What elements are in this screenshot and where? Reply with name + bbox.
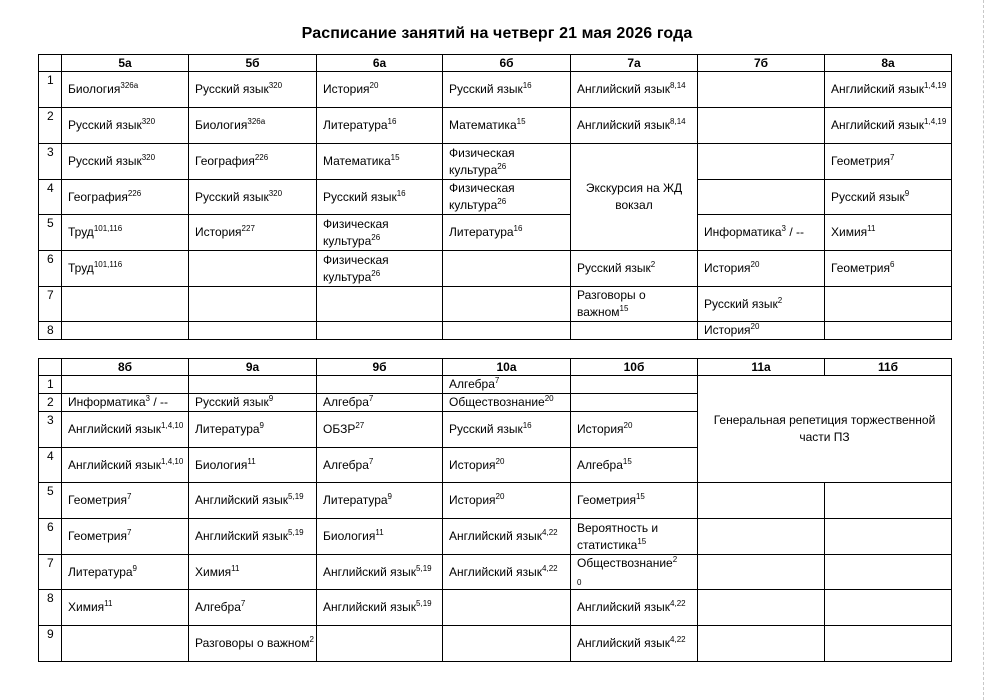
lesson-cell	[62, 322, 189, 340]
lesson-number: 8	[39, 590, 62, 626]
lesson-cell: Физическая культура$^{26}$	[443, 144, 571, 180]
table-row	[39, 180, 952, 215]
lesson-cell: Алгебра$^{15}$	[571, 448, 698, 483]
lesson-cell: Английский язык$^{1,4,19}$	[825, 108, 952, 144]
lesson-cell: История$^{20}$	[698, 251, 825, 287]
lesson-cell	[825, 322, 952, 340]
lesson-number: 3	[39, 412, 62, 448]
table-row	[39, 251, 952, 287]
lesson-number: 4	[39, 180, 62, 215]
lesson-cell: Русский язык$^{320}$	[189, 72, 317, 108]
header-cell: 7а	[571, 55, 698, 72]
lesson-number: 6	[39, 251, 62, 287]
lesson-cell	[62, 376, 189, 394]
lesson-cell: Английский язык$^{4,22}$	[443, 555, 571, 590]
lesson-number: 8	[39, 322, 62, 340]
lesson-cell: Русский язык$^{320}$	[189, 180, 317, 215]
excursion-cell: Экскурсия на ЖД вокзал	[571, 144, 698, 251]
lesson-number: 1	[39, 376, 62, 394]
lesson-cell: Русский язык$^9$	[189, 394, 317, 412]
lesson-cell	[698, 590, 825, 626]
lesson-cell	[825, 287, 952, 322]
lesson-cell: Английский язык$^{4,22}$	[571, 590, 698, 626]
page-title: Расписание занятий на четверг 21 мая 2026 года	[301, 25, 693, 42]
lesson-cell	[443, 626, 571, 662]
lesson-cell: Русский язык$^2$	[571, 251, 698, 287]
table-row	[39, 322, 952, 340]
lesson-cell	[189, 376, 317, 394]
lesson-number: 3	[39, 144, 62, 180]
lesson-cell: Русский язык$^{16}$	[443, 72, 571, 108]
lesson-cell: История$^{227}$	[189, 215, 317, 251]
lesson-cell	[825, 626, 952, 662]
lesson-cell	[571, 322, 698, 340]
lesson-cell	[698, 519, 825, 555]
lesson-cell	[825, 590, 952, 626]
lesson-cell: Труд$^{101,116}$	[62, 251, 189, 287]
lesson-cell: Вероятность и статистика$^{15}$	[571, 519, 698, 555]
header-cell: 6а	[317, 55, 443, 72]
header-cell: 8а	[825, 55, 952, 72]
lesson-cell	[62, 626, 189, 662]
lesson-cell: Труд$^{101,116}$	[62, 215, 189, 251]
header-cell: 6б	[443, 55, 571, 72]
table-row	[39, 215, 952, 251]
header-cell: 11б	[825, 359, 952, 376]
table-row	[39, 108, 952, 144]
lesson-cell	[189, 287, 317, 322]
lesson-cell	[443, 251, 571, 287]
lesson-cell	[189, 322, 317, 340]
lesson-cell: Русский язык$^{16}$	[443, 412, 571, 448]
lesson-cell	[698, 108, 825, 144]
schedule-table-1	[38, 54, 952, 340]
lesson-cell: Английский язык$^{1,4,10}$	[62, 448, 189, 483]
lesson-cell	[571, 394, 698, 412]
header-cell: 11а	[698, 359, 825, 376]
lesson-cell: Геометрия$^7$	[62, 519, 189, 555]
lesson-cell	[698, 180, 825, 215]
header-cell: 10а	[443, 359, 571, 376]
lesson-cell: Геометрия$^7$	[62, 483, 189, 519]
lesson-cell: Русский язык$^9$	[825, 180, 952, 215]
header-cell: 10б	[571, 359, 698, 376]
lesson-cell: Биология$^{326а}$	[189, 108, 317, 144]
header-cell: 9б	[317, 359, 443, 376]
table-row	[39, 287, 952, 322]
lesson-cell	[317, 287, 443, 322]
lesson-cell: Физическая культура$^{26}$	[443, 180, 571, 215]
lesson-cell	[317, 376, 443, 394]
lesson-cell: Английский язык$^{5,19}$	[189, 519, 317, 555]
lesson-cell: Английский язык$^{4,22}$	[443, 519, 571, 555]
lesson-cell: Алгебра$^7$	[189, 590, 317, 626]
lesson-cell: История$^{20}$	[443, 448, 571, 483]
lesson-cell: Разговоры о важном$^2$	[189, 626, 317, 662]
lesson-number: 1	[39, 72, 62, 108]
header-cell	[39, 55, 62, 72]
lesson-number: 5	[39, 215, 62, 251]
lesson-cell	[825, 519, 952, 555]
table-row	[39, 483, 952, 519]
lesson-cell: Геометрия$^{15}$	[571, 483, 698, 519]
lesson-cell: ОБЗР$^{27}$	[317, 412, 443, 448]
header-cell: 9а	[189, 359, 317, 376]
table-header-row	[39, 359, 952, 376]
table-row	[39, 72, 952, 108]
lesson-cell	[698, 626, 825, 662]
lesson-cell: Математика$^{15}$	[317, 144, 443, 180]
lesson-number: 5	[39, 483, 62, 519]
lesson-cell: Алгебра$^7$	[317, 394, 443, 412]
lesson-cell	[443, 322, 571, 340]
lesson-cell: Разговоры о важном$^{15}$	[571, 287, 698, 322]
lesson-cell: Английский язык$^{1,4,19}$	[825, 72, 952, 108]
lesson-cell: Геометрия$^7$	[825, 144, 952, 180]
lesson-cell	[443, 287, 571, 322]
header-cell: 8б	[62, 359, 189, 376]
lesson-cell: Обществознание$^2$ $_0$	[571, 555, 698, 590]
lesson-cell: Русский язык$^2$	[698, 287, 825, 322]
lesson-number: 7	[39, 287, 62, 322]
lesson-cell	[698, 72, 825, 108]
table-row	[39, 626, 952, 662]
lesson-number: 2	[39, 108, 62, 144]
lesson-cell	[825, 483, 952, 519]
lesson-cell: Английский язык$^{5,19}$	[317, 555, 443, 590]
lesson-cell: Алгебра$^7$	[443, 376, 571, 394]
lesson-cell	[698, 483, 825, 519]
table-row	[39, 555, 952, 590]
lesson-cell: География$^{226}$	[189, 144, 317, 180]
lesson-cell: Русский язык$^{320}$	[62, 144, 189, 180]
lesson-cell: Физическая культура$^{26}$	[317, 215, 443, 251]
lesson-cell	[698, 144, 825, 180]
lesson-cell: Русский язык$^{320}$	[62, 108, 189, 144]
lesson-cell: Английский язык$^{8,14}$	[571, 108, 698, 144]
table-row	[39, 144, 952, 180]
lesson-cell	[698, 555, 825, 590]
lesson-cell: Биология$^{11}$	[317, 519, 443, 555]
lesson-cell: Химия$^{11}$	[62, 590, 189, 626]
lesson-cell: Геометрия$^6$	[825, 251, 952, 287]
lesson-cell: Информатика$^3$ / --	[698, 215, 825, 251]
lesson-cell: География$^{226}$	[62, 180, 189, 215]
lesson-cell: Русский язык$^{16}$	[317, 180, 443, 215]
lesson-cell	[189, 251, 317, 287]
lesson-cell: Информатика$^3$ / --	[62, 394, 189, 412]
lesson-cell: История$^{20}$	[571, 412, 698, 448]
table-header-row	[39, 55, 952, 72]
header-cell: 7б	[698, 55, 825, 72]
lesson-number: 7	[39, 555, 62, 590]
lesson-cell: История$^{20}$	[443, 483, 571, 519]
lesson-cell: Английский язык$^{5,19}$	[189, 483, 317, 519]
lesson-cell	[571, 376, 698, 394]
lesson-cell: Алгебра$^7$	[317, 448, 443, 483]
lesson-cell	[62, 287, 189, 322]
lesson-cell: Химия$^{11}$	[189, 555, 317, 590]
lesson-cell: Литература$^9$	[62, 555, 189, 590]
lesson-number: 4	[39, 448, 62, 483]
schedule-table-2	[38, 358, 952, 662]
lesson-cell: Литература$^{16}$	[317, 108, 443, 144]
lesson-cell: Биология$^{326а}$	[62, 72, 189, 108]
lesson-cell: Литература$^{16}$	[443, 215, 571, 251]
lesson-cell	[443, 590, 571, 626]
table-row	[39, 519, 952, 555]
lesson-number: 9	[39, 626, 62, 662]
lesson-number: 2	[39, 394, 62, 412]
rehearsal-cell: Генеральная репетиция торжественной части ПЗ	[698, 376, 952, 483]
lesson-cell: История$^{20}$	[698, 322, 825, 340]
lesson-cell: История$^{20}$	[317, 72, 443, 108]
lesson-cell: Английский язык$^{1,4,10}$	[62, 412, 189, 448]
lesson-cell	[317, 626, 443, 662]
lesson-cell: Английский язык$^{8,14}$	[571, 72, 698, 108]
lesson-cell: Английский язык$^{4,22}$	[571, 626, 698, 662]
table-row	[39, 376, 952, 394]
lesson-cell	[825, 555, 952, 590]
page-margin-line	[983, 0, 984, 700]
lesson-cell: Биология$^{11}$	[189, 448, 317, 483]
header-cell	[39, 359, 62, 376]
header-cell: 5б	[189, 55, 317, 72]
lesson-cell: Литература$^9$	[317, 483, 443, 519]
lesson-number: 6	[39, 519, 62, 555]
lesson-cell: Английский язык$^{5,19}$	[317, 590, 443, 626]
header-cell: 5а	[62, 55, 189, 72]
lesson-cell: Физическая культура$^{26}$	[317, 251, 443, 287]
lesson-cell: Математика$^{15}$	[443, 108, 571, 144]
lesson-cell: Литература$^9$	[189, 412, 317, 448]
lesson-cell: Обществознание$^{20}$	[443, 394, 571, 412]
lesson-cell	[317, 322, 443, 340]
lesson-cell: Химия$^{11}$	[825, 215, 952, 251]
table-row	[39, 590, 952, 626]
